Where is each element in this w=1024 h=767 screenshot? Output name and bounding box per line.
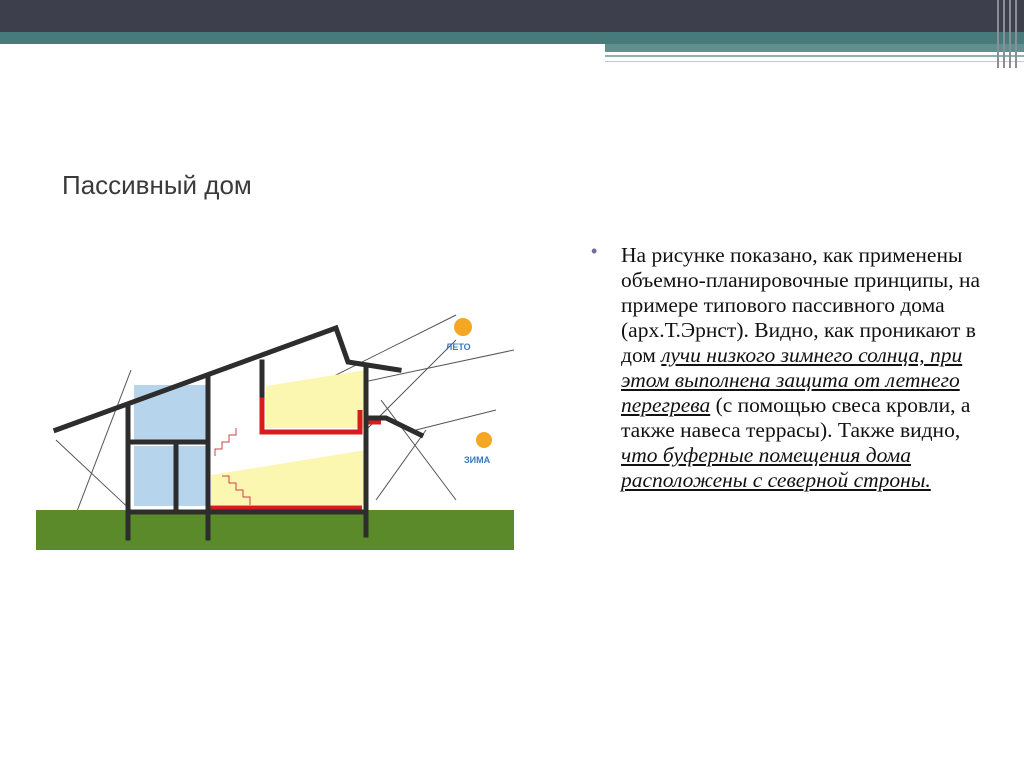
header-line-thin [605,61,1024,62]
header-deco-line [1015,0,1017,68]
summer-sun-icon [454,318,472,336]
glass-room-upper [134,385,206,440]
bullet-marker: • [591,241,598,261]
slide-title: Пассивный дом [62,170,252,200]
winter-label: ЗИМА [464,455,491,465]
header-deco-line [997,0,999,68]
ray-line [381,400,456,500]
body-text-emphasis2: что буферные помещения дома расположены с северной строны. [621,443,931,492]
header-dark-bar [0,0,1024,32]
header-line [605,55,1024,57]
room-upper [266,370,366,428]
room-lower [211,450,366,505]
header-teal-band [0,32,1024,44]
ray-line [376,430,426,500]
body-text [621,243,996,493]
ground [36,510,514,550]
header-deco-line [1009,0,1011,68]
header-deco-line [1003,0,1005,68]
ray-line [56,440,136,515]
ray-line [416,410,496,430]
body-text-part2: (с помощью свеса кровли, а также навеса террасы). Также видно, [621,393,971,442]
header-teal-band-right [605,44,1024,52]
body-text-part1: На рисунке показано, как применены объемно-планировочные принципы, на примере типового пассивного дома (арх.Т.Эрнст). Видно, как проникают в дом [621,243,981,367]
summer-label: ЛЕТО [446,342,471,352]
glass-room-lower [134,446,206,506]
body-text-emphasis1: лучи низкого зимнего солнца, при этом выполнена защита от летнего перегрева [621,343,963,417]
passive-house-diagram [36,300,514,550]
winter-sun-icon [476,432,492,448]
